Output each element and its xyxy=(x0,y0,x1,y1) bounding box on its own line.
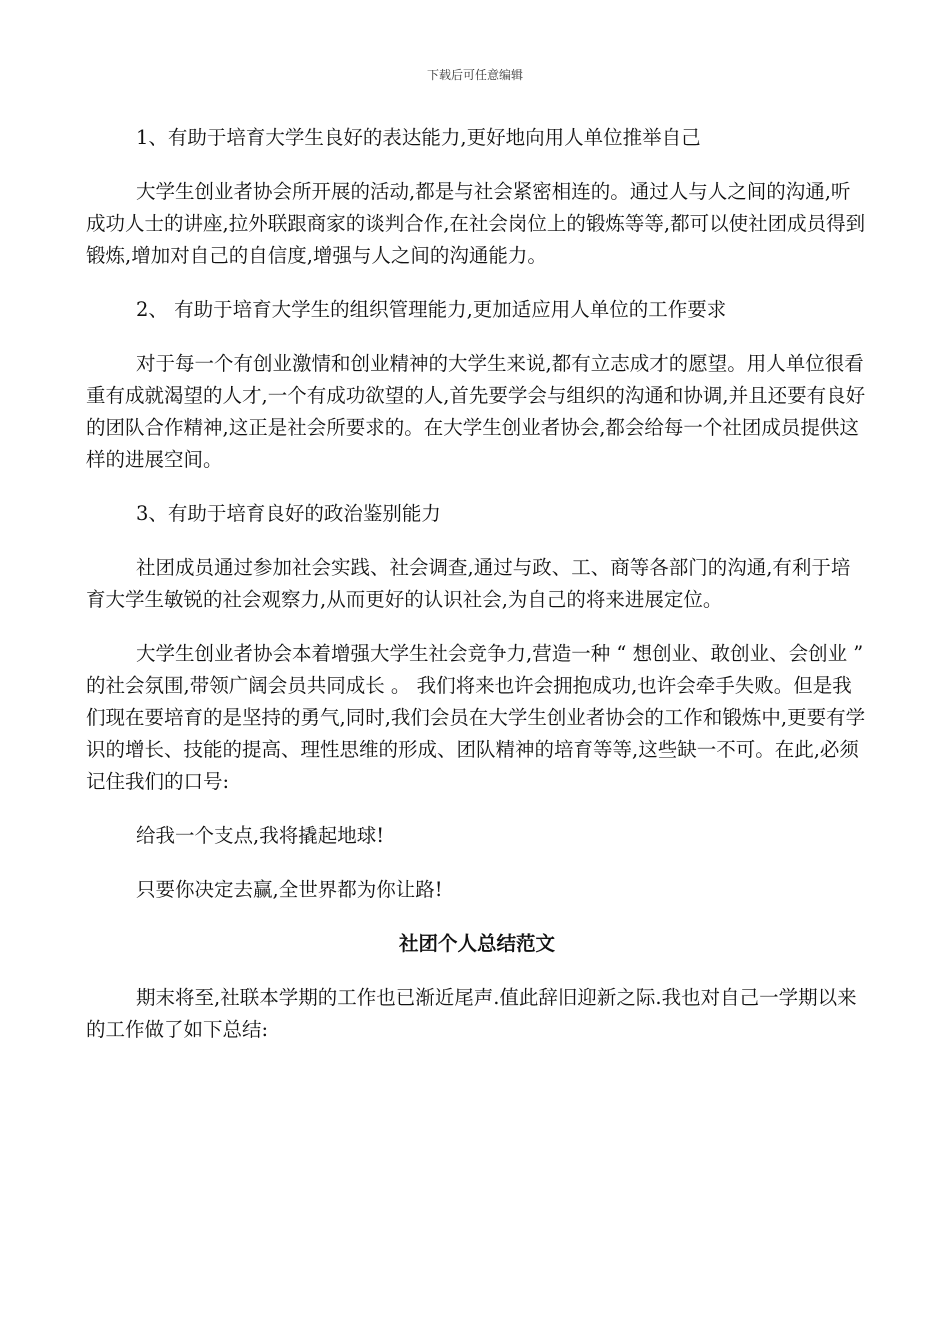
item3-heading: 3、有助于培育良好的政治鉴别能力 xyxy=(136,502,441,525)
intro-paragraph: 期末将至,社联本学期的工作也已渐近尾声.值此辞旧迎新之际.我也对自己一学期以来的工作做了如下总结: xyxy=(86,986,857,1041)
document-body xyxy=(86,122,868,1046)
slogan-one: 给我一个支点,我将撬起地球! xyxy=(136,824,385,847)
item3-paragraph: 社团成员通过参加社会实践、社会调查,通过与政、工、商等各部门的沟通,有利于培育大学生敏锐的社会观察力,从而更好的认识社会,为自己的将来进展定位。 xyxy=(86,556,851,611)
summary-paragraph: 大学生创业者协会本着增强大学生社会竞争力,营造一种 “ 想创业、敢创业、会创业 ” 的社会氛围,带领广阔会员共同成长 。 我们将来也许会拥抱成功,也许会牵手失败。但是我们现在要培育的是坚持的勇气,同时,我们会员在大学生创业者协会的工作和锻炼中,更要有学识的增长、技能的提高、理性思维的形成、团队精神的培育等等,这些缺一不可。在此,必须记住我们的口号: xyxy=(86,642,866,793)
item1-paragraph: 大学生创业者协会所开展的活动,都是与社会紧密相连的。通过人与人之间的沟通,听成功人士的讲座,拉外联跟商家的谈判合作,在社会岗位上的锻炼等等,都可以使社团成员得到锻炼,增加对自己的自信度,增强与人之间的沟通能力。 xyxy=(86,180,866,267)
item2-paragraph: 对于每一个有创业激情和创业精神的大学生来说,都有立志成才的愿望。用人单位很看重有成就渴望的人才,一个有成功欲望的人,首先要学会与组织的沟通和协调,并且还要有良好的团队合作精神,这正是社会所要求的。在大学生创业者协会,都会给每一个社团成员提供这样的进展空间。 xyxy=(86,352,866,471)
item2-heading: 2、 有助于培育大学生的组织管理能力,更加适应用人单位的工作要求 xyxy=(136,298,727,321)
page-header: 下载后可任意编辑 xyxy=(426,68,523,82)
section-title: 社团个人总结范文 xyxy=(398,932,555,955)
slogan-two: 只要你决定去赢,全世界都为你让路! xyxy=(136,878,443,901)
item1-heading: 1、有助于培育大学生良好的表达能力,更好地向用人单位推举自己 xyxy=(136,126,701,149)
